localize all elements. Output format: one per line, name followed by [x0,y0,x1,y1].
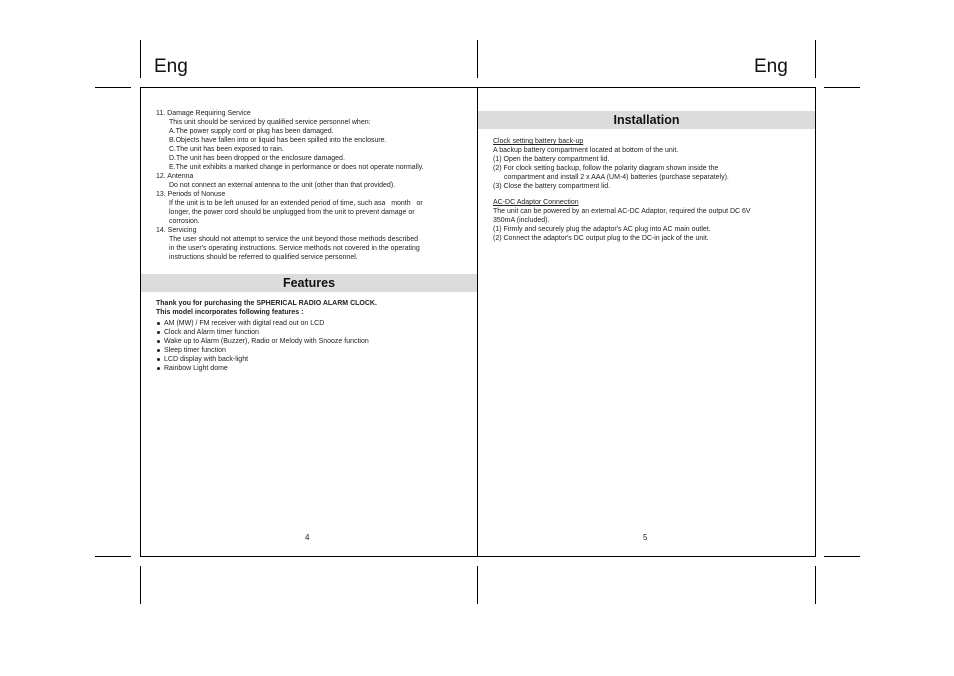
crop-mark [95,556,131,557]
battery-line: (3) Close the battery compartment lid. [493,183,611,190]
feature-item: Sleep timer function [156,346,369,355]
adaptor-line: (1) Firmly and securely plug the adaptor's AC plug into AC main outlet. [493,226,711,233]
battery-heading: Clock setting battery back-up [493,138,584,145]
features-intro-line: Thank you for purchasing the SPHERICAL RADIO ALARM CLOCK. [156,300,377,307]
feature-item: Clock and Alarm timer function [156,328,369,337]
safety-line: A.The power supply cord or plug has been damaged. [169,128,334,135]
page-number-left: 4 [305,533,310,542]
battery-line: compartment and install 2 x AAA (UM-4) batteries (purchase separately). [504,174,729,181]
feature-item: LCD display with back-light [156,355,369,364]
safety-heading: 12. Antenna [156,173,194,180]
crop-mark [95,87,131,88]
safety-instructions [156,109,424,262]
crop-mark [824,556,860,557]
battery-backup-section [493,137,729,191]
battery-line: A backup battery compartment located at bottom of the unit. [493,147,679,154]
adaptor-section [493,198,751,243]
safety-line: If the unit is to be left unused for an extended period of time, such asa month or [169,200,423,207]
safety-line: longer, the power cord should be unplugged from the unit to prevent damage or [169,209,415,216]
crop-mark [815,40,816,78]
safety-line: The user should not attempt to service the unit beyond those methods described [169,236,419,243]
features-intro [156,299,377,317]
safety-line: C.The unit has been exposed to rain. [169,146,284,153]
features-intro-line: This model incorporates following features : [156,309,304,316]
left-language-header: Eng [154,56,188,77]
page-divider [477,87,478,557]
adaptor-line: (2) Connect the adaptor's DC output plug to the DC-in jack of the unit. [493,235,709,242]
safety-line: Do not connect an external antenna to the unit (other than that provided). [169,182,396,189]
right-language-header: Eng [754,56,788,77]
features-list [156,319,369,373]
safety-line: in the user's operating instructions. Service methods not covered in the operating [169,245,420,252]
crop-mark [815,566,816,604]
safety-line: B.Objects have fallen into or liquid has been spilled into the enclosure. [169,137,387,144]
safety-line: This unit should be serviced by qualified service personnel when: [169,119,371,126]
safety-line: E.The unit exhibits a marked change in performance or does not operate normally. [169,164,424,171]
feature-item: Wake up to Alarm (Buzzer), Radio or Melody with Snooze function [156,337,369,346]
crop-mark [824,87,860,88]
crop-mark [140,40,141,78]
safety-heading: 13. Periods of Nonuse [156,191,226,198]
crop-mark [140,566,141,604]
crop-mark [477,40,478,78]
adaptor-heading: AC-DC Adaptor Connection [493,199,579,206]
adaptor-line: The unit can be powered by an external AC-DC Adaptor, required the output DC 6V [493,208,751,215]
safety-line: D.The unit has been dropped or the enclosure damaged. [169,155,345,162]
feature-item: Rainbow Light dome [156,364,369,373]
page-number-right: 5 [643,533,648,542]
safety-line: corrosion. [169,218,200,225]
features-title: Features [141,274,477,292]
adaptor-line: 350mA (included). [493,217,550,224]
battery-line: (2) For clock setting backup, follow the polarity diagram shown inside the [493,165,719,172]
battery-line: (1) Open the battery compartment lid. [493,156,610,163]
feature-item: AM (MW) / FM receiver with digital read out on LCD [156,319,369,328]
safety-heading: 14. Servicing [156,227,197,234]
safety-heading: 11. Damage Requiring Service [156,110,251,117]
installation-title: Installation [478,111,815,129]
crop-mark [477,566,478,604]
safety-line: instructions should be referred to qualified service personnel. [169,254,358,261]
